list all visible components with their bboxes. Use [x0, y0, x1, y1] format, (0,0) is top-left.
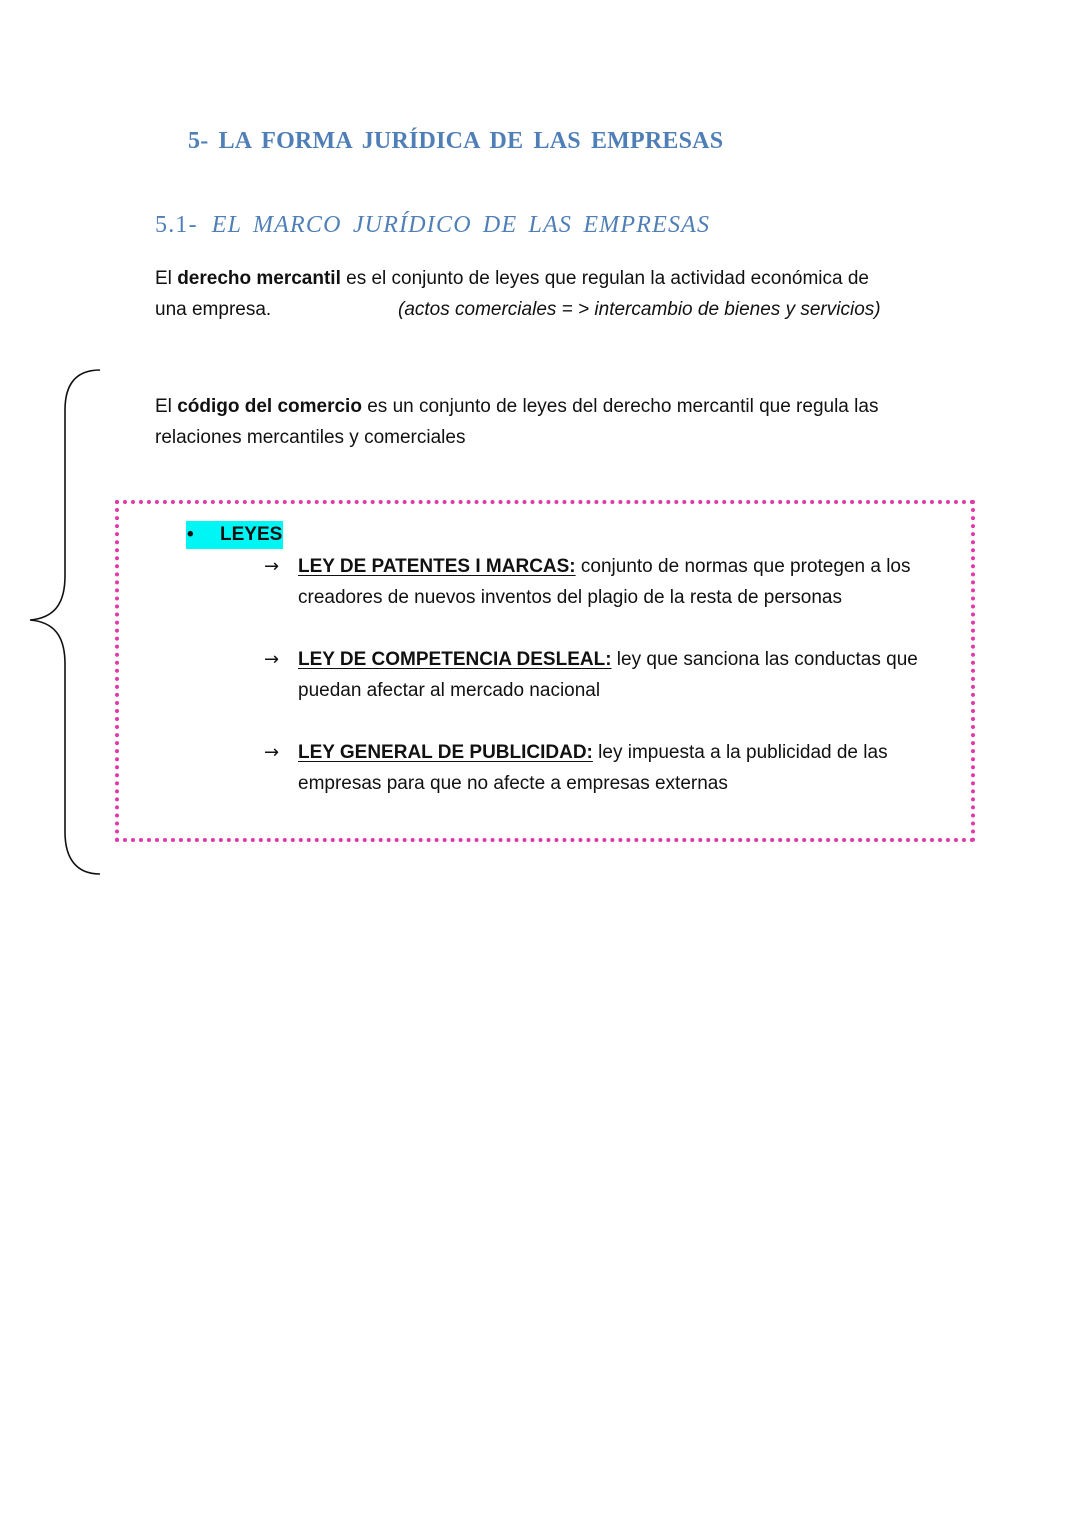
- bold-term: código del comercio: [177, 396, 362, 417]
- subsection-title: EL MARCO JURÍDICO DE LAS EMPRESAS: [211, 212, 711, 238]
- derecho-mercantil-paragraph: [155, 263, 881, 325]
- leyes-bullet-heading: [186, 521, 283, 549]
- arrow-right-icon: →: [264, 742, 280, 763]
- law-description: ley que sanciona las conductas que: [611, 649, 918, 670]
- subsection-number: 5.1-: [155, 212, 198, 238]
- paragraph-line-1: [155, 391, 878, 422]
- text-prefix: El: [155, 268, 178, 289]
- text-rest: es el conjunto de leyes que regulan la actividad económica de: [340, 268, 869, 289]
- law-line-1: [298, 737, 888, 768]
- paragraph-line-2: una empresa.: [155, 299, 272, 320]
- curly-brace-icon: [24, 366, 104, 881]
- subsection-heading: [155, 212, 710, 239]
- paragraph-line-2: relaciones mercantiles y comerciales: [155, 427, 466, 448]
- law-line-2: puedan afectar al mercado nacional: [298, 680, 601, 701]
- law-line-1: [298, 551, 910, 582]
- bold-term: derecho mercantil: [177, 268, 341, 289]
- law-title: LEY DE PATENTES I MARCAS:: [298, 556, 576, 577]
- law-line-2: creadores de nuevos inventos del plagio de la resta de personas: [298, 587, 842, 608]
- bullet-icon: •: [187, 524, 194, 545]
- law-line-2: empresas para que no afecte a empresas externas: [298, 773, 728, 794]
- law-title: LEY GENERAL DE PUBLICIDAD:: [298, 742, 593, 763]
- leyes-label: LEYES: [220, 524, 283, 545]
- law-line-1: [298, 644, 918, 675]
- arrow-right-icon: →: [264, 649, 280, 670]
- law-description: conjunto de normas que protegen a los: [575, 556, 911, 577]
- paragraph-line-1: [155, 263, 869, 294]
- law-title: LEY DE COMPETENCIA DESLEAL:: [298, 649, 612, 670]
- text-prefix: El: [155, 396, 178, 417]
- codigo-comercio-paragraph: [155, 391, 878, 453]
- section-heading: 5- LA FORMA JURÍDICA DE LAS EMPRESAS: [188, 128, 724, 154]
- text-rest: es un conjunto de leyes del derecho mercantil que regula las: [361, 396, 879, 417]
- law-description: ley impuesta a la publicidad de las: [592, 742, 888, 763]
- arrow-right-icon: →: [264, 556, 280, 577]
- parenthetical-note: (actos comerciales = > intercambio de bienes y servicios): [398, 299, 881, 320]
